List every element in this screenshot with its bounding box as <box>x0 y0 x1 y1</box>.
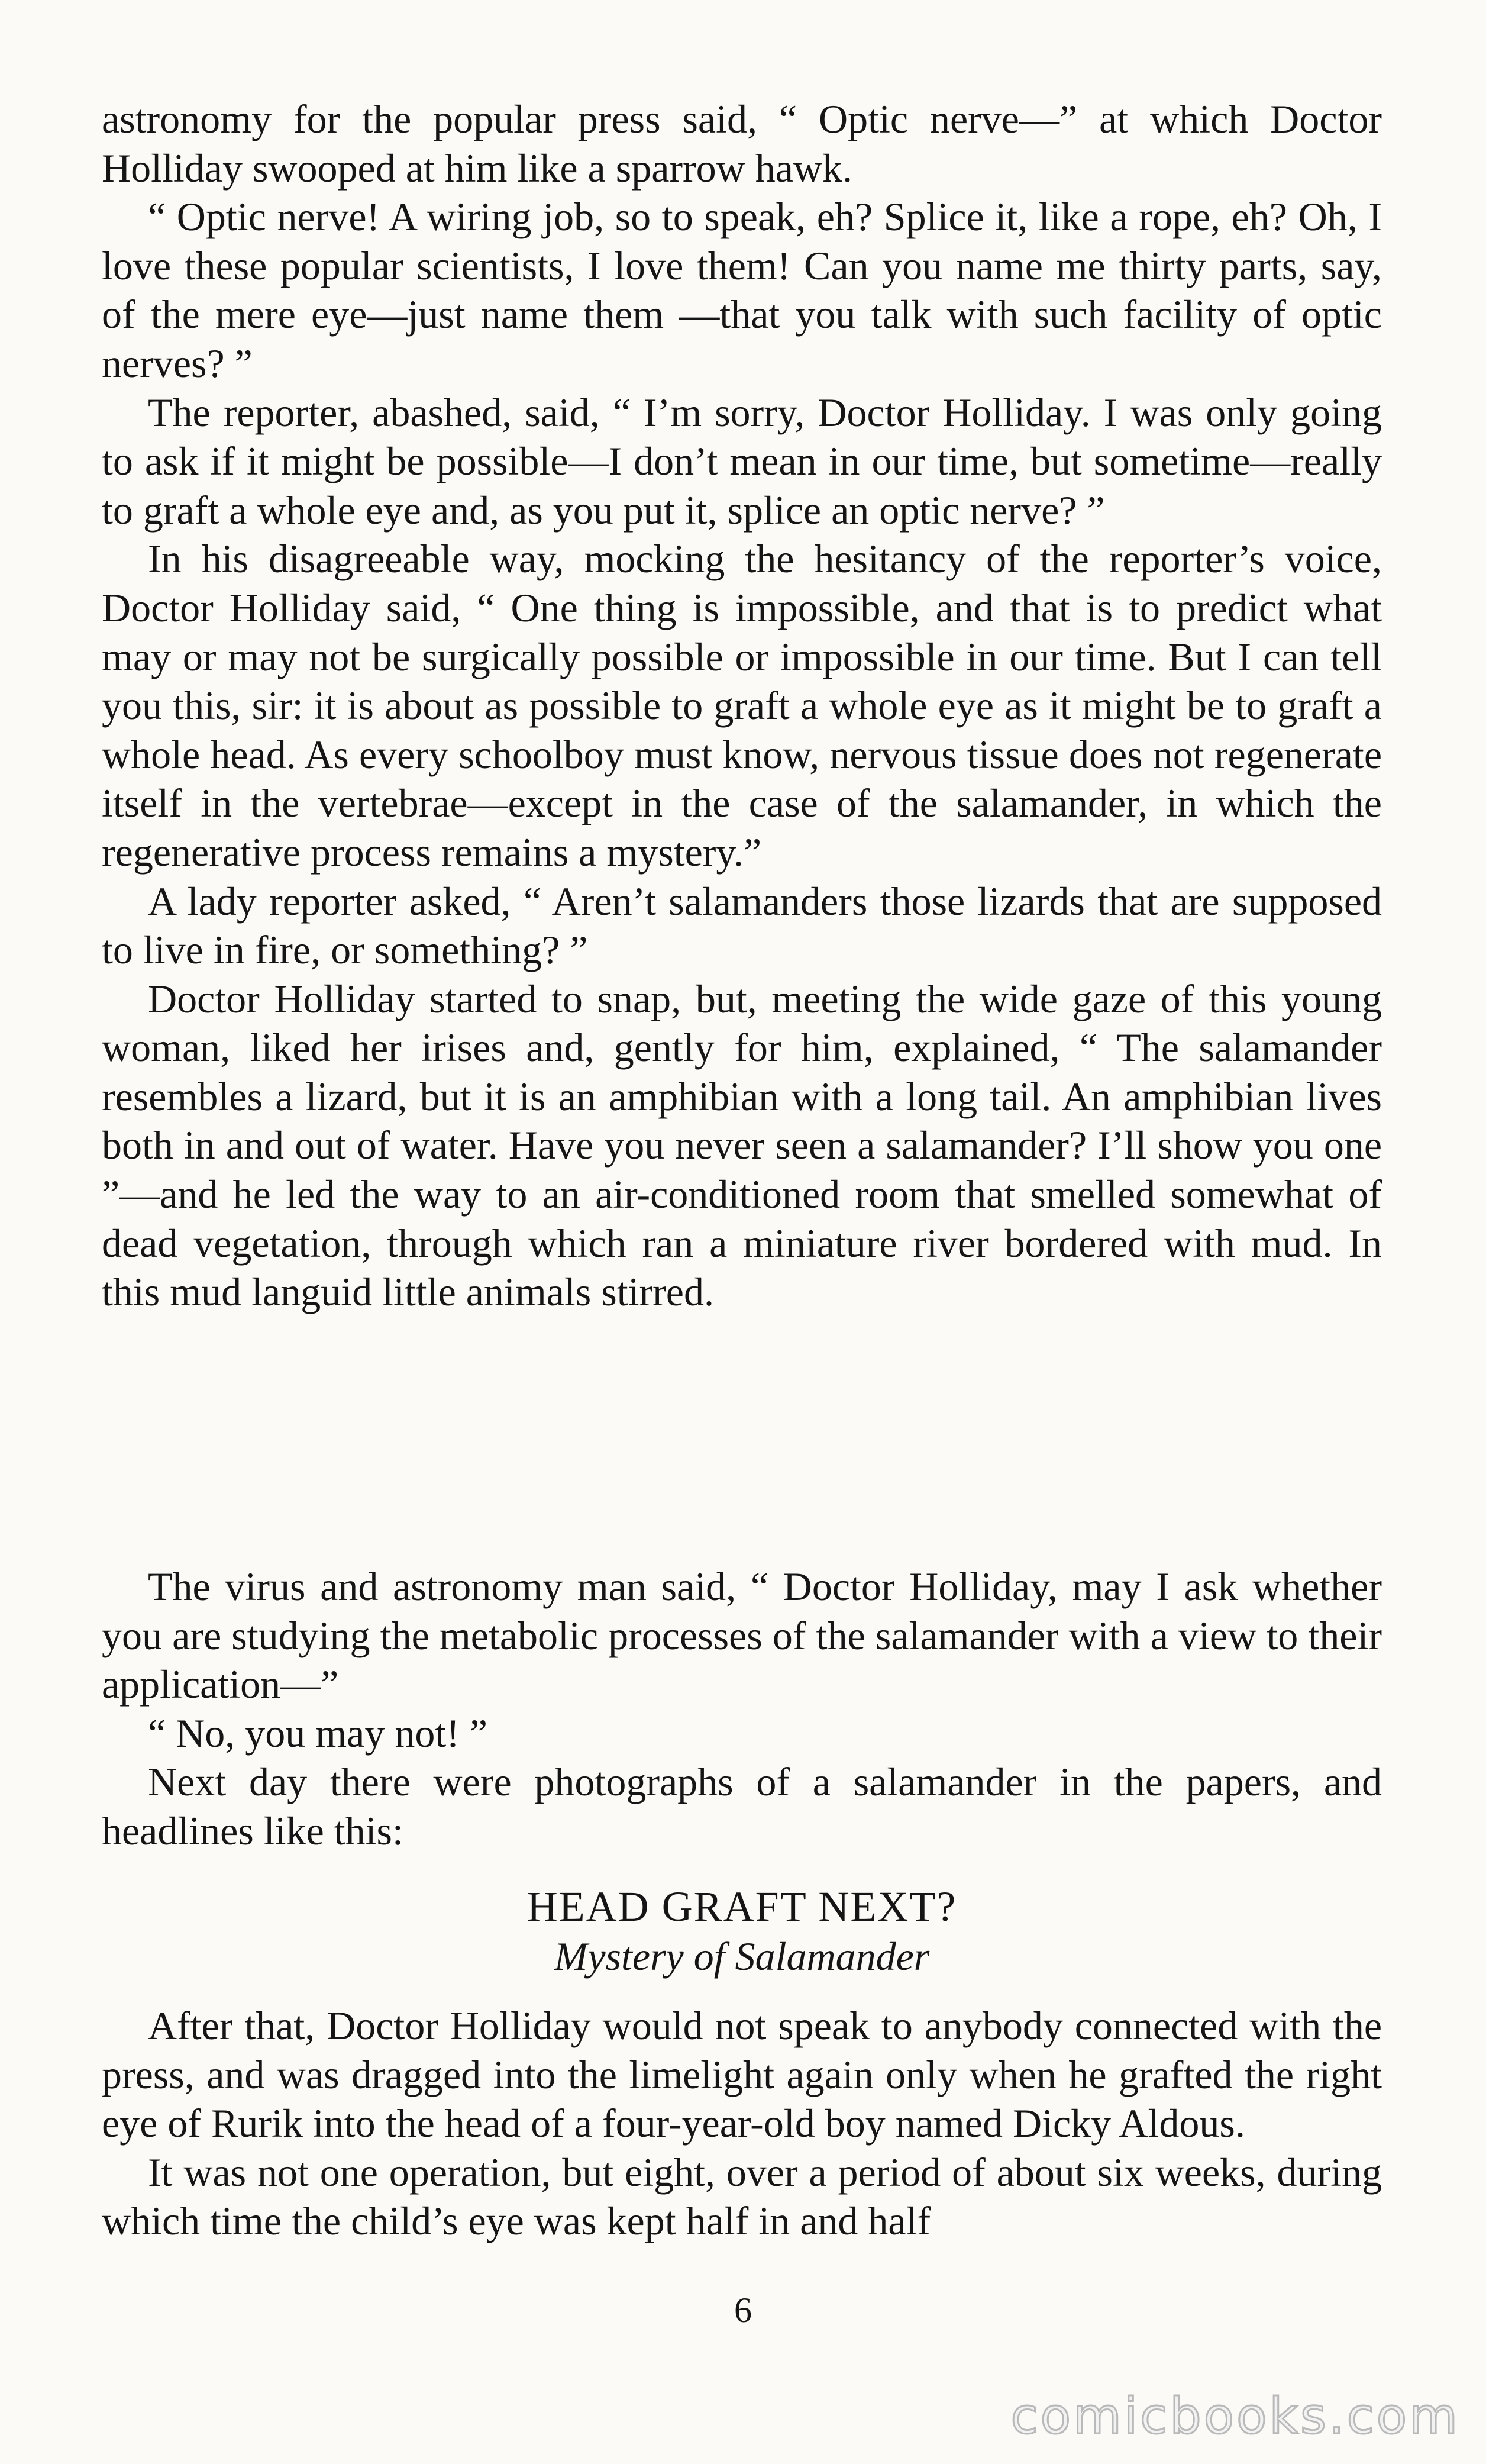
paragraph: The reporter, abashed, said, “ I’m sorry, Doctor Holliday. I was only going to ask if it might be possible—I don’t mean in our time, but sometime—really to graft a whole eye and, as you put it, splice an optic nerve? ” <box>102 389 1382 533</box>
newspaper-headline <box>102 1882 1382 1981</box>
page-number: 6 <box>734 2291 752 2330</box>
watermark: comicbooks.com <box>1010 2387 1460 2445</box>
paragraph: In his disagreeable way, mocking the hesitancy of the reporter’s voice, Doctor Holliday said, “ One thing is impossible, and that is to predict what may or may not be surgically possible or impossible in our time. But I can tell you this, sir: it is about as possible to graft a whole eye as it might be to graft a whole head. As every schoolboy must know, nervous tissue does not regenerate itself in the vertebrae—except in the case of the salamander, in which the regenerative process remains a mystery.” <box>102 536 1382 875</box>
story-text-middle <box>102 1562 1382 1856</box>
paragraph: Next day there were photographs of a salamander in the papers, and headlines like this: <box>102 1759 1382 1853</box>
headline-subtitle: Mystery of Salamander <box>554 1934 930 1979</box>
paragraph: The virus and astronomy man said, “ Doctor Holliday, may I ask whether you are studying the metabolic processes of the salamander with a view to their application—” <box>102 1564 1382 1707</box>
paragraph: “ No, you may not! ” <box>148 1710 488 1756</box>
story-text-bottom <box>102 2001 1382 2246</box>
paragraph: After that, Doctor Holliday would not speak to anybody connected with the press, and was dragged into the limelight again only when he grafted the right eye of Rurik into the head of a four-year-old boy named Dicky Aldous. <box>102 2003 1382 2146</box>
paragraph: Doctor Holliday started to snap, but, meeting the wide gaze of this young woman, liked her irises and, gently for him, explained, “ The salamander resembles a lizard, but it is an amphibian with a long tail. An amphibian lives both in and out of water. Have you never seen a salamander? I’ll show you one ”—and he led the way to an air-conditioned room that smelled somewhat of dead vegetation, through which ran a miniature river bordered with mud. In this mud languid little animals stirred. <box>102 976 1382 1315</box>
headline-title: HEAD GRAFT NEXT? <box>526 1883 957 1930</box>
paragraph: “ Optic nerve! A wiring job, so to speak, eh? Splice it, like a rope, eh? Oh, I love these popular scientists, I love them! Can you name me thirty parts, say, of the mere eye—just name them —that you talk with such facility of optic nerves? ” <box>102 194 1382 386</box>
story-text-top <box>102 95 1382 1317</box>
paragraph: A lady reporter asked, “ Aren’t salamanders those lizards that are supposed to live in fire, or something? ” <box>102 878 1382 973</box>
paragraph: It was not one operation, but eight, over a period of about six weeks, during which time the child’s eye was kept half in and half <box>102 2149 1382 2244</box>
paragraph: astronomy for the popular press said, “ Optic nerve—” at which Doctor Holliday swooped at him like a sparrow hawk. <box>102 96 1382 191</box>
